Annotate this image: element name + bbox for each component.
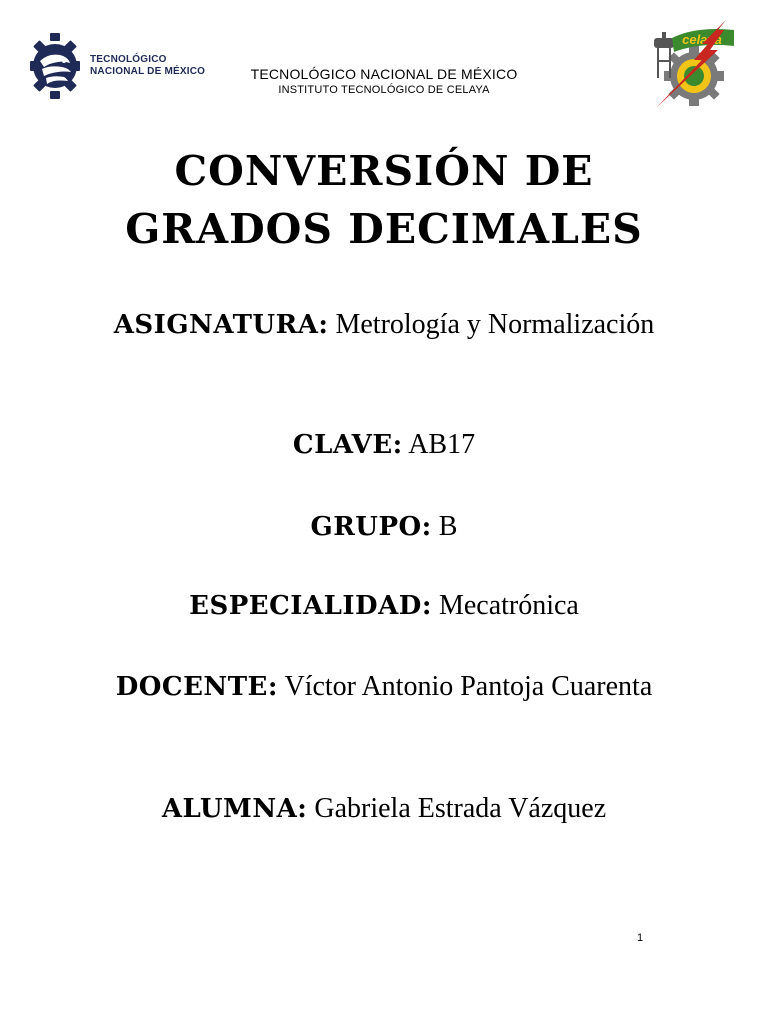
campus-name: INSTITUTO TECNOLÓGICO DE CELAYA bbox=[278, 84, 490, 96]
header-institution bbox=[200, 65, 568, 98]
field-asignatura bbox=[60, 306, 708, 344]
alumna-value: Gabriela Estrada Vázquez bbox=[314, 793, 607, 824]
docente-label: DOCENTE: bbox=[115, 672, 278, 702]
tecnm-logo-line1: TECNOLÓGICO bbox=[90, 54, 167, 65]
alumna-label: ALUMNA: bbox=[161, 794, 308, 824]
grupo-value: B bbox=[438, 511, 458, 542]
tecnm-emblem-icon bbox=[28, 31, 82, 101]
title-line1: CONVERSIÓN DE bbox=[174, 147, 594, 195]
especialidad-label: ESPECIALIDAD: bbox=[189, 591, 432, 621]
field-docente bbox=[60, 668, 708, 706]
grupo-label: GRUPO: bbox=[310, 512, 432, 542]
docente-value: Víctor Antonio Pantoja Cuarenta bbox=[284, 671, 653, 702]
tecnm-logo-line2: NACIONAL DE MÉXICO bbox=[90, 66, 206, 77]
asignatura-label: ASIGNATURA: bbox=[113, 310, 329, 340]
field-alumna bbox=[60, 790, 708, 828]
page-number: 1 bbox=[636, 932, 644, 944]
especialidad-value: Mecatrónica bbox=[438, 590, 579, 621]
title-line2: GRADOS DECIMALES bbox=[125, 205, 643, 253]
institution-name: TECNOLÓGICO NACIONAL DE MÉXICO bbox=[250, 66, 518, 82]
field-grupo bbox=[60, 508, 708, 546]
tecnm-logo bbox=[28, 26, 216, 106]
celaya-emblem-icon bbox=[648, 16, 740, 112]
celaya-logo bbox=[648, 16, 740, 112]
field-especialidad bbox=[60, 587, 708, 625]
field-clave bbox=[60, 426, 708, 464]
clave-value: AB17 bbox=[408, 429, 476, 460]
celaya-logo-wordmark: celaya bbox=[682, 32, 722, 47]
tecnm-logo-wordmark bbox=[90, 54, 205, 78]
document-title bbox=[60, 142, 708, 258]
clave-label: CLAVE: bbox=[292, 430, 403, 460]
asignatura-value: Metrología y Normalización bbox=[335, 309, 655, 340]
